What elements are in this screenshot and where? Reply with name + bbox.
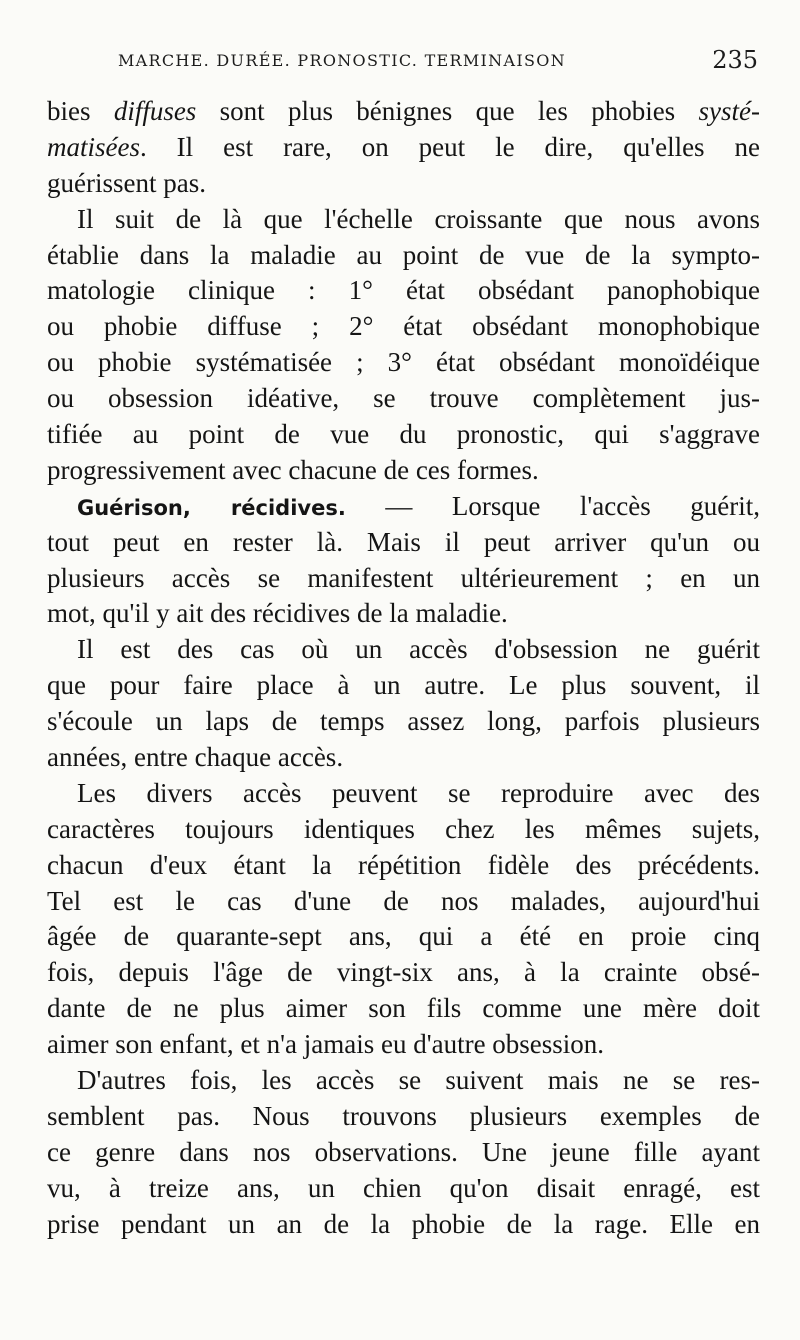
text-line [47, 776, 760, 812]
text-segment: progressivement avec chacune de ces formes. [47, 454, 539, 485]
text-line [47, 309, 760, 345]
text-line [47, 812, 760, 848]
text-segment: bies [47, 96, 114, 126]
text-segment: ou phobie systématisée ; 3° état obsédant monoïdéique [47, 347, 760, 378]
text-segment: plusieurs accès se manifestent ultérieurement ; en un [47, 562, 760, 593]
text-line [47, 740, 760, 776]
text-segment: — Lorsque l'accès guérit, [345, 490, 760, 521]
text-segment: mot, qu'il y ait des récidives de la maladie. [47, 598, 508, 629]
text-line [47, 238, 760, 274]
text-segment: prise pendant un an de la phobie de la rage. Elle en [47, 1208, 760, 1239]
text-segment: aimer son enfant, et n'a jamais eu d'autre obsession. [47, 1029, 605, 1060]
text-segment: ou phobie diffuse ; 2° état obsédant monophobique [47, 311, 760, 342]
text-line [47, 704, 760, 740]
text-line [47, 1027, 760, 1063]
text-line [47, 632, 760, 668]
text-segment: sont plus bénignes que les phobies [196, 96, 699, 126]
italic-text: matisées [47, 131, 140, 162]
text-segment: chacun d'eux étant la répétition fidèle des précédents. [47, 849, 760, 880]
text-line [47, 991, 760, 1027]
text-line [47, 955, 760, 991]
text-segment: D'autres fois, les accès se suivent mais ne se res- [77, 1065, 760, 1096]
text-line [47, 417, 760, 453]
italic-text: diffuses [113, 96, 197, 126]
page-number: 235 [712, 46, 758, 74]
running-title: MARCHE. DURÉE. PRONOSTIC. TERMINAISON [118, 51, 566, 70]
text-segment: âgée de quarante-sept ans, qui a été en proie cinq [47, 921, 760, 952]
text-line [47, 166, 760, 202]
text-segment: ou obsession idéative, se trouve complètement jus- [47, 383, 760, 414]
text-line [47, 596, 760, 632]
text-segment: années, entre chaque accès. [47, 742, 344, 773]
text-segment: Les divers accès peuvent se reproduire avec des [77, 777, 760, 808]
text-segment: . Il est rare, on peut le dire, qu'elles ne [139, 131, 760, 162]
text-line [47, 1171, 760, 1207]
text-segment: Tel est le cas d'une de nos malades, aujourd'hui [47, 885, 760, 916]
text-line [47, 345, 760, 381]
italic-text: systé- [698, 96, 760, 126]
text-segment: fois, depuis l'âge de vingt-six ans, à la crainte obsé- [47, 957, 760, 988]
text-line [47, 453, 760, 489]
text-line [47, 130, 760, 166]
text-segment: matologie clinique : 1° état obsédant panophobique [47, 275, 760, 306]
text-segment: dante de ne plus aimer son fils comme une mère doit [47, 993, 760, 1024]
text-line [47, 489, 760, 525]
text-segment: caractères toujours identiques chez les mêmes sujets, [47, 813, 760, 844]
text-line [47, 1099, 760, 1135]
text-line [47, 848, 760, 884]
text-line [47, 525, 760, 561]
text-segment: établie dans la maladie au point de vue de la sympto- [47, 239, 760, 270]
text-line [47, 1207, 760, 1243]
text-line [47, 1135, 760, 1171]
section-heading: Guérison, récidives. [77, 495, 346, 520]
body-text [47, 94, 760, 1243]
text-segment: semblent pas. Nous trouvons plusieurs exemples de [47, 1100, 760, 1131]
text-segment: ce genre dans nos observations. Une jeune fille ayant [47, 1136, 760, 1167]
text-segment: Il est des cas où un accès d'obsession ne guérit [77, 634, 760, 665]
text-line [47, 561, 760, 597]
text-line [47, 202, 760, 238]
text-segment: Il suit de là que l'échelle croissante que nous avons [77, 203, 760, 234]
text-segment: s'écoule un laps de temps assez long, parfois plusieurs [47, 706, 760, 737]
text-segment: guérissent pas. [47, 167, 206, 198]
text-segment: que pour faire place à un autre. Le plus souvent, il [47, 670, 760, 701]
text-line [47, 1063, 760, 1099]
text-segment: vu, à treize ans, un chien qu'on disait enragé, est [47, 1172, 760, 1203]
text-line [47, 273, 760, 309]
text-segment: tout peut en rester là. Mais il peut arriver qu'un ou [47, 526, 760, 557]
text-segment: tifiée au point de vue du pronostic, qui s'aggrave [47, 419, 760, 450]
text-line [47, 94, 760, 130]
text-line [47, 668, 760, 704]
text-line [47, 919, 760, 955]
text-line [47, 884, 760, 920]
text-line [47, 381, 760, 417]
